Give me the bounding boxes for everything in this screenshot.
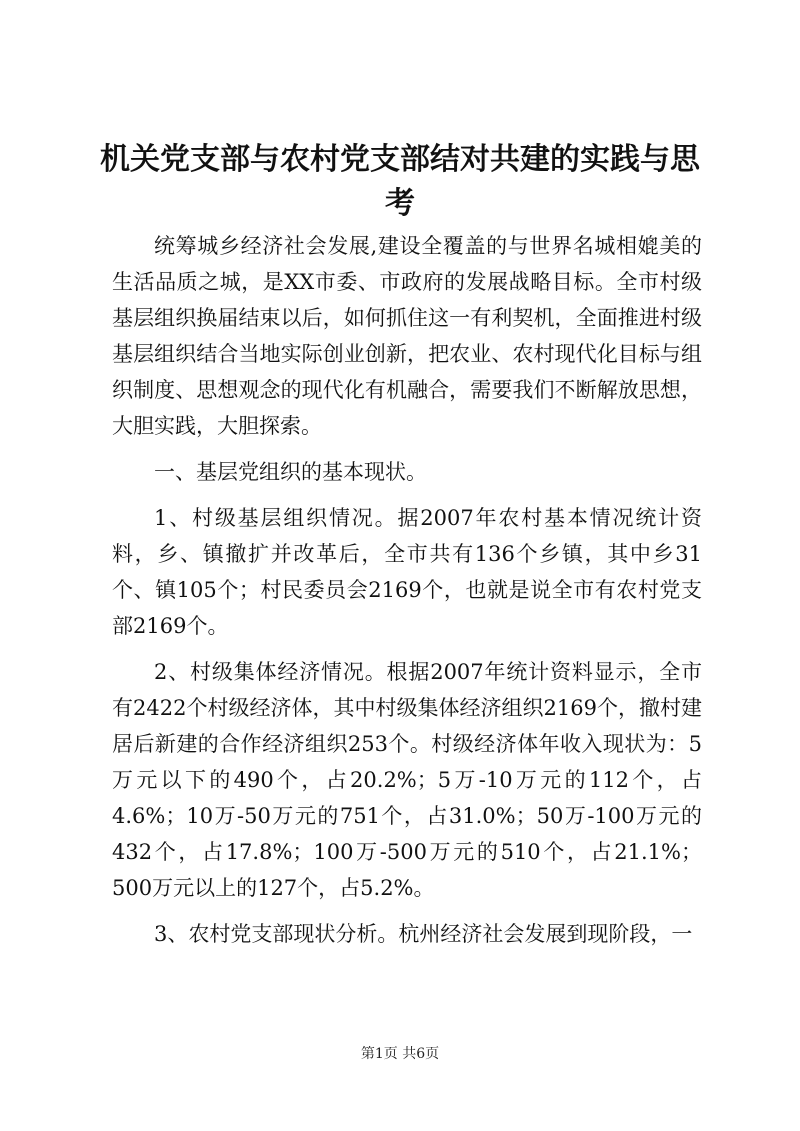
page-footer: 第1页 共6页 bbox=[360, 1046, 440, 1062]
document-title: 机关党支部与农村党支部结对共建的实践与思考 bbox=[100, 142, 700, 221]
document-body bbox=[112, 228, 702, 962]
paragraph-village-organizations: 1、村级基层组织情况。据2007年农村基本情况统计资料，乡、镇撤扩并改革后，全市共有136个乡镇，其中乡31个、镇105个；村民委员会2169个，也就是说全市有农村党支部2169个。 bbox=[112, 506, 702, 638]
paragraph-party-branch-analysis: 3、农村党支部现状分析。杭州经济社会发展到现阶段，一 bbox=[154, 922, 693, 946]
paragraph-intro: 统筹城乡经济社会发展,建设全覆盖的与世界名城相媲美的生活品质之城，是XX市委、市政府的发展战略目标。全市村级基层组织换届结束以后，如何抓住这一有利契机，全面推进村级基层组织结合当地实际创业创新，把农业、农村现代化目标与组织制度、思想观念的现代化有机融合，需要我们不断解放思想，大胆实践，大胆探索。 bbox=[112, 234, 702, 438]
paragraph-section-heading: 一、基层党组织的基本现状。 bbox=[154, 460, 427, 484]
paragraph-collective-economy: 2、村级集体经济情况。根据2007年统计资料显示，全市有2422个村级经济体，其中村级集体经济组织2169个，撤村建居后新建的合作经济组织253个。村级经济体年收入现状为：5万元以下的490个，占20.2%；5万-10万元的112个，占4.6%；10万-50万元的751个，占31.0%；50万-100万元的432个，占17.8%；100万-500万元的510个，占21.1%；500万元以上的127个，占5.2%。 bbox=[112, 660, 702, 900]
